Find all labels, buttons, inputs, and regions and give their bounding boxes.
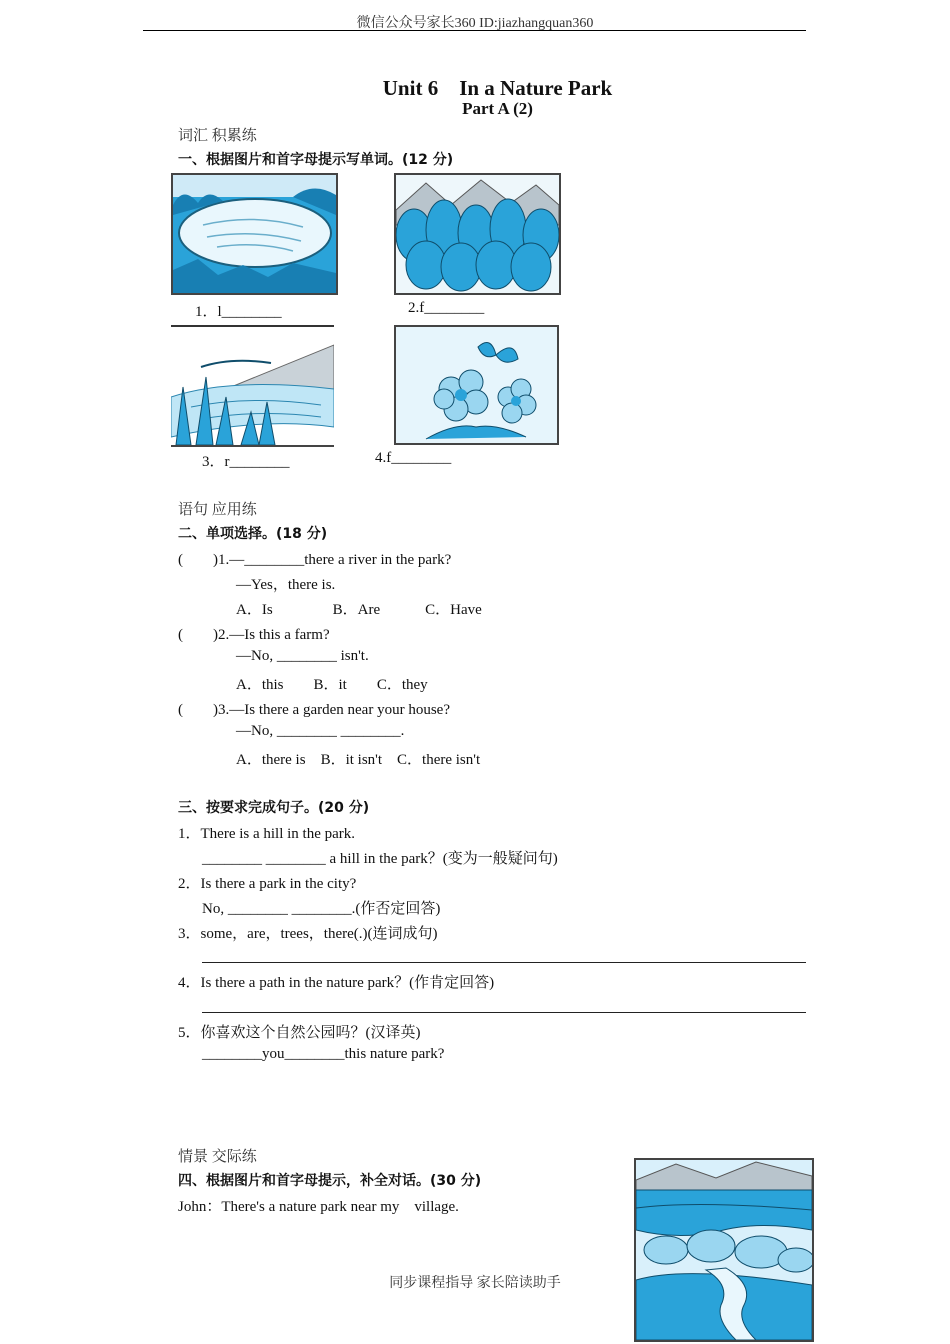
answer-line-3[interactable] xyxy=(202,962,806,963)
mc-answer-3: —No, ________ ________. xyxy=(236,723,405,739)
mc-question-3: ( )3.—Is there a garden near your house? xyxy=(178,702,450,718)
nature-park-picture-icon xyxy=(634,1158,814,1342)
vocab-item-1: 1．l________ xyxy=(195,304,282,320)
section1-heading: 一、根据图片和首字母提示写单词。(12 分) xyxy=(178,152,454,168)
flower-picture-icon xyxy=(394,325,559,445)
forest-picture-icon xyxy=(394,173,561,295)
mc-question-1: ( )1.—________there a river in the park? xyxy=(178,552,452,568)
mc-answer-2: —No, ________ isn't. xyxy=(236,648,369,664)
section2-category: 语句 应用练 xyxy=(178,502,257,518)
page-subtitle: Part A (2) xyxy=(462,99,533,118)
page-footer: 同步课程指导 家长陪读助手 xyxy=(389,1276,561,1291)
mc-question-2: ( )2.—Is this a farm? xyxy=(178,627,330,643)
dialogue-line-1: John：There's a nature park near my village. xyxy=(178,1199,459,1215)
vocab-item-2: 2.f________ xyxy=(408,300,485,316)
rewrite-item-5: 5．你喜欢这个自然公园吗？(汉译英) xyxy=(178,1025,421,1041)
page-header: 微信公众号家长360 ID:jiazhangquan360 xyxy=(356,16,594,31)
page-title: Unit 6 In a Nature Park xyxy=(382,76,613,100)
rewrite-item-2-answer: No, ________ ________.(作否定回答) xyxy=(202,901,441,917)
mc-options-1: A．Is B．Are C．Have xyxy=(236,602,482,618)
rewrite-item-5-answer: ________you________this nature park? xyxy=(202,1046,445,1062)
section4-heading: 四、根据图片和首字母提示，补全对话。(30 分) xyxy=(178,1173,482,1189)
answer-line-4[interactable] xyxy=(202,1012,806,1013)
header-rule xyxy=(143,30,806,31)
lake-picture-icon xyxy=(171,173,338,295)
river-picture-icon xyxy=(171,325,334,447)
mc-options-3: A．there is B．it isn't C．there isn't xyxy=(236,752,481,768)
rewrite-item-4: 4．Is there a path in the nature park？(作肯定回答) xyxy=(178,975,495,991)
mc-answer-1: —Yes，there is. xyxy=(236,577,336,593)
vocab-item-4: 4.f________ xyxy=(375,450,452,466)
section3-heading: 三、按要求完成句子。(20 分) xyxy=(178,800,370,816)
rewrite-item-3: 3．some，are，trees，there(.)(连词成句) xyxy=(178,926,438,942)
rewrite-item-1: 1．There is a hill in the park. xyxy=(178,826,356,842)
section2-heading: 二、单项选择。(18 分) xyxy=(178,526,328,542)
section1-category: 词汇 积累练 xyxy=(178,128,257,144)
vocab-item-3: 3．r________ xyxy=(202,454,290,470)
rewrite-item-2: 2．Is there a park in the city? xyxy=(178,876,357,892)
section4-category: 情景 交际练 xyxy=(178,1149,257,1165)
rewrite-item-1-answer: ________ ________ a hill in the park？(变为一般疑问句) xyxy=(202,851,558,867)
mc-options-2: A．this B．it C．they xyxy=(236,677,428,693)
